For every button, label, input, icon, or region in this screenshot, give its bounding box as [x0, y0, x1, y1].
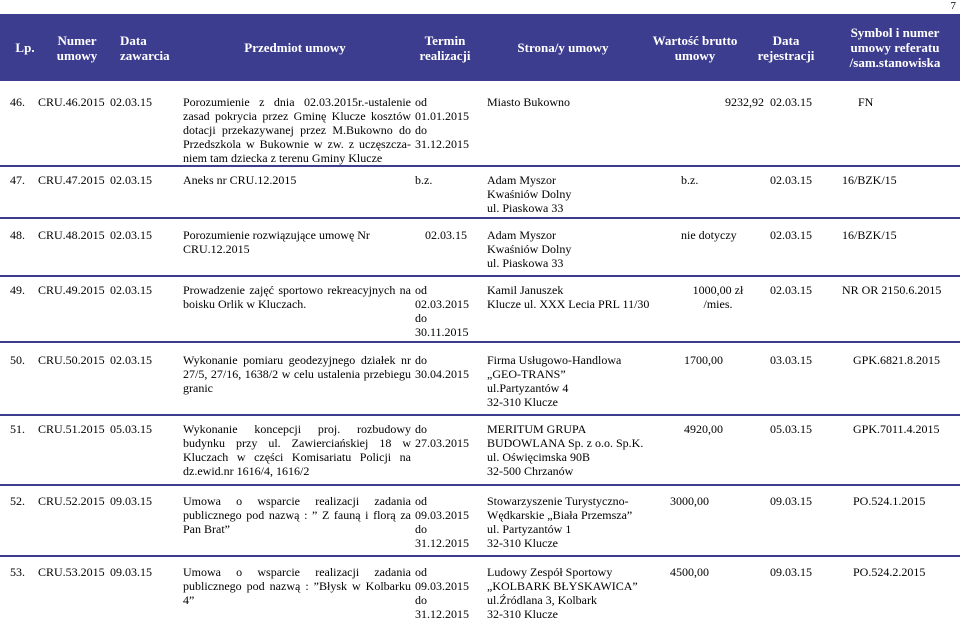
- row-divider: [0, 414, 960, 416]
- row-symbol: PO.524.1.2015: [853, 494, 926, 508]
- header-date: Data zawarcia: [120, 32, 170, 63]
- row-reg-date: 03.03.15: [770, 353, 812, 367]
- row-date: 02.03.15: [110, 353, 152, 367]
- header-party: Strona/y umowy: [517, 40, 609, 55]
- row-reg-date: 02.03.15: [770, 228, 812, 242]
- row-value: 3000,00: [670, 494, 709, 508]
- row-value: 4920,00: [684, 422, 723, 436]
- row-number: CRU.48.2015: [38, 228, 105, 242]
- row-lp: 53.: [10, 565, 25, 579]
- row-subject: Porozumienie z dnia 02.03.2015r.-ustalenie zasad pokrycia przez Gminę Klucze kosztów dotacji przekazywanej przez M.Bukowno do Przedszkola w Bukownie w zw. z uczęszcza-niem tam dziecka z terenu Gminy Klucze: [183, 95, 411, 165]
- row-lp: 48.: [10, 228, 25, 242]
- row-lp: 51.: [10, 422, 25, 436]
- row-date: 09.03.15: [110, 565, 152, 579]
- row-lp: 46.: [10, 95, 25, 109]
- row-party: Adam Myszor Kwaśniów Dolny ul. Piaskowa 33: [487, 228, 572, 270]
- row-number: CRU.50.2015: [38, 353, 105, 367]
- row-subject: Umowa o wsparcie realizacji zadania publicznego pod nazwą : ” Z fauną i florą za Pan Brat”: [183, 494, 411, 536]
- row-number: CRU.51.2015: [38, 422, 105, 436]
- row-value: 9232,92: [725, 95, 764, 109]
- row-subject: Wykonanie pomiaru geodezyjnego działek nr 27/5, 27/16, 1638/2 w celu ustalenia przebiegu granic: [183, 353, 411, 395]
- header-value: Wartość brutto umowy: [652, 32, 738, 63]
- row-divider: [0, 341, 960, 343]
- header-reg-date: Data rejestracji: [757, 32, 815, 63]
- row-value: 1000,00 zł /mies.: [692, 283, 744, 311]
- row-term: od 09.03.2015 do 31.12.2015: [415, 565, 469, 621]
- row-date: 02.03.15: [110, 228, 152, 242]
- row-party: Kamil Januszek Klucze ul. XXX Lecia PRL 11/30: [487, 283, 650, 311]
- row-symbol: FN: [858, 95, 874, 109]
- row-symbol: 16/BZK/15: [842, 173, 897, 187]
- row-reg-date: 09.03.15: [770, 494, 812, 508]
- row-party: Miasto Bukowno: [487, 95, 571, 109]
- row-term: do 27.03.2015: [415, 422, 469, 450]
- row-reg-date: 05.03.15: [770, 422, 812, 436]
- row-symbol: GPK.7011.4.2015: [853, 422, 940, 436]
- row-lp: 50.: [10, 353, 25, 367]
- row-divider: [0, 275, 960, 277]
- row-date: 09.03.15: [110, 494, 152, 508]
- row-reg-date: 09.03.15: [770, 565, 812, 579]
- row-value: nie dotyczy: [681, 228, 737, 242]
- row-symbol: GPK.6821.8.2015: [853, 353, 941, 367]
- row-subject: Aneks nr CRU.12.2015: [183, 173, 297, 187]
- header-term: Termin realizacji: [419, 32, 471, 63]
- row-subject: Wykonanie koncepcji proj. rozbudowy budynku przy ul. Zawierciańskiej 18 w Kluczach w części Komisariatu Policji na dz.ewid.nr 1616/4, 1616/2: [183, 422, 411, 478]
- row-term: od 09.03.2015 do 31.12.2015: [415, 494, 469, 550]
- row-value: 1700,00: [684, 353, 723, 367]
- row-number: CRU.53.2015: [38, 565, 105, 579]
- row-value: 4500,00: [670, 565, 709, 579]
- page-number: 7: [950, 0, 956, 12]
- row-symbol: PO.524.2.2015: [853, 565, 926, 579]
- row-party: Adam Myszor Kwaśniów Dolny ul. Piaskowa 33: [487, 173, 572, 215]
- row-number: CRU.49.2015: [38, 283, 105, 297]
- row-date: 02.03.15: [110, 283, 152, 297]
- header-lp: Lp.: [15, 40, 35, 55]
- row-lp: 52.: [10, 494, 25, 508]
- row-value: b.z.: [681, 173, 699, 187]
- row-reg-date: 02.03.15: [770, 283, 812, 297]
- row-reg-date: 02.03.15: [770, 95, 812, 109]
- row-divider: [0, 484, 960, 486]
- row-party: MERITUM GRUPA BUDOWLANA Sp. z o.o. Sp.K. ul. Oświęcimska 90B 32-500 Chrzanów: [487, 422, 644, 478]
- row-number: CRU.46.2015: [38, 95, 105, 109]
- row-lp: 49.: [10, 283, 25, 297]
- row-term: od 01.01.2015 do 31.12.2015: [415, 95, 469, 151]
- header-number: Numer umowy: [56, 32, 98, 63]
- row-divider: [0, 555, 960, 557]
- row-divider: [0, 165, 960, 167]
- row-term: b.z.: [415, 173, 433, 187]
- row-symbol: 16/BZK/15: [842, 228, 897, 242]
- row-reg-date: 02.03.15: [770, 173, 812, 187]
- table-header: [0, 14, 960, 81]
- row-date: 02.03.15: [110, 95, 152, 109]
- row-divider: [0, 217, 960, 219]
- header-symbol: Symbol i numer umowy referatu /sam.stanowiska: [849, 25, 941, 70]
- row-date: 02.03.15: [110, 173, 152, 187]
- header-subject: Przedmiot umowy: [244, 40, 346, 55]
- row-date: 05.03.15: [110, 422, 152, 436]
- row-term: 02.03.15: [425, 228, 467, 242]
- row-term: od 02.03.2015 do 30.11.2015: [415, 283, 469, 339]
- row-number: CRU.52.2015: [38, 494, 105, 508]
- row-lp: 47.: [10, 173, 25, 187]
- row-party: Stowarzyszenie Turystyczno- Wędkarskie „Biała Przemsza” ul. Partyzantów 1 32-310 Klucze: [487, 494, 633, 550]
- row-subject: Porozumienie rozwiązujące umowę Nr CRU.12.2015: [183, 228, 370, 256]
- row-subject: Prowadzenie zajęć sportowo rekreacyjnych na boisku Orlik w Kluczach.: [183, 283, 411, 311]
- row-subject: Umowa o wsparcie realizacji zadania publicznego pod nazwą : ”Błysk w Kolbarku 4”: [183, 565, 411, 607]
- row-party: Ludowy Zespół Sportowy „KOLBARK BŁYSKAWICA” ul.Źródlana 3, Kolbark 32-310 Klucze: [487, 565, 638, 621]
- row-number: CRU.47.2015: [38, 173, 105, 187]
- row-symbol: NR OR 2150.6.2015: [842, 283, 942, 297]
- row-party: Firma Usługowo-Handlowa „GEO-TRANS” ul.Partyzantów 4 32-310 Klucze: [487, 353, 622, 409]
- row-term: do 30.04.2015: [415, 353, 469, 381]
